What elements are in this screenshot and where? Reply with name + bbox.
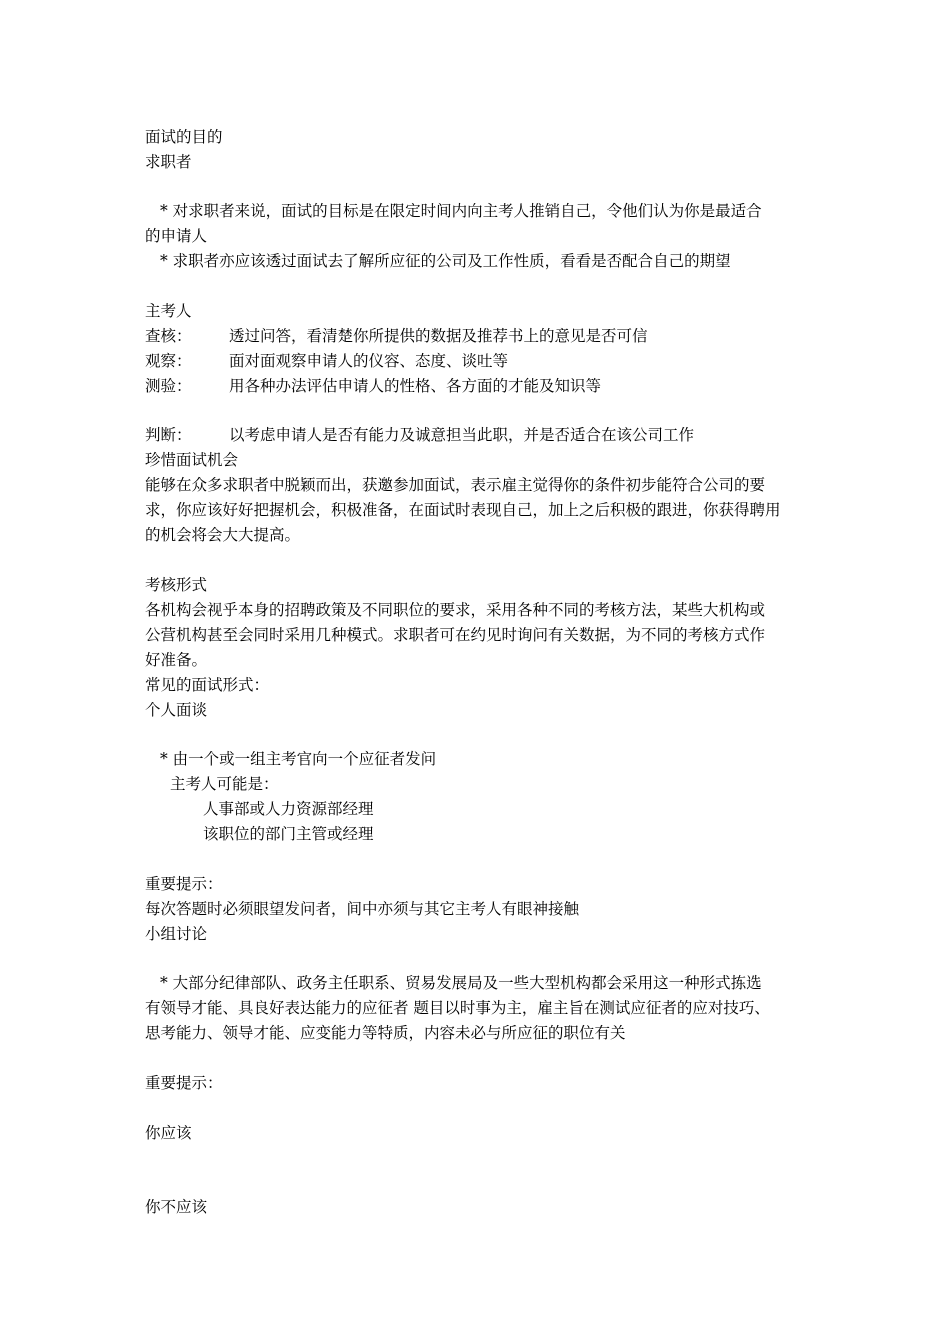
examiner-may-be-label: 主考人可能是： <box>170 775 279 793</box>
cherish-paragraph-line-1: 能够在众多求职者中脱颖而出，获邀参加面试，表示雇主觉得你的条件初步能符合公司的要 <box>145 476 766 494</box>
section-heading-common: 常见的面试形式： <box>145 676 270 694</box>
tip-text-1: 每次答题时必须眼望发问者，间中亦须与其它主考人有眼神接触 <box>145 900 580 918</box>
examiner-item-desc: 面对面观察申请人的仪容、态度、谈吐等 <box>229 352 509 370</box>
group-bullet-line-3: 思考能力、领导才能、应变能力等特质，内容未必与所应征的职位有关 <box>145 1024 626 1042</box>
individual-bullet-1: * 由一个或一组主考官向一个应征者发问 <box>160 750 437 768</box>
examiner-item-term: 查核： <box>145 327 192 345</box>
jobseeker-bullet-1-line-1: * 对求职者来说，面试的目标是在限定时间内向主考人推销自己，令他们认为你是最适合 <box>160 202 762 220</box>
tip-heading-2: 重要提示： <box>145 1074 223 1092</box>
examiner-option-2: 该职位的部门主管或经理 <box>203 825 374 843</box>
examiner-item <box>145 326 648 346</box>
cherish-paragraph-line-3: 的机会将会大大提高。 <box>145 526 301 544</box>
section-heading-jobseeker: 求职者 <box>145 153 192 171</box>
jobseeker-bullet-2: * 求职者亦应该透过面试去了解所应征的公司及工作性质，看看是否配合自己的期望 <box>160 252 731 270</box>
should-not-heading: 你不应该 <box>145 1198 208 1216</box>
examiner-item-term: 测验： <box>145 377 192 395</box>
tip-heading-1: 重要提示： <box>145 875 223 893</box>
group-bullet-line-1: * 大部分纪律部队、政务主任职系、贸易发展局及一些大型机构都会采用这一种形式拣选 <box>160 974 762 992</box>
document-title: 面试的目的 <box>145 128 223 146</box>
section-heading-format: 考核形式 <box>145 576 208 594</box>
format-paragraph-line-3: 好准备。 <box>145 651 208 669</box>
format-paragraph-line-1: 各机构会视乎本身的招聘政策及不同职位的要求，采用各种不同的考核方法，某些大机构或 <box>145 601 766 619</box>
examiner-item-term: 判断： <box>145 426 192 444</box>
cherish-paragraph-line-2: 求，你应该好好把握机会，积极准备，在面试时表现自己，加上之后积极的跟进，你获得聘用 <box>145 501 781 519</box>
examiner-item-desc: 用各种办法评估申请人的性格、各方面的才能及知识等 <box>229 377 602 395</box>
examiner-item <box>145 425 694 445</box>
examiner-item <box>145 351 508 371</box>
section-heading-individual: 个人面谈 <box>145 701 208 719</box>
examiner-item-desc: 透过问答，看清楚你所提供的数据及推荐书上的意见是否可信 <box>229 327 648 345</box>
format-paragraph-line-2: 公营机构甚至会同时采用几种模式。求职者可在约见时询问有关数据，为不同的考核方式作 <box>145 626 766 644</box>
examiner-item <box>145 376 601 396</box>
examiner-item-desc: 以考虑申请人是否有能力及诚意担当此职，并是否适合在该公司工作 <box>229 426 695 444</box>
section-heading-cherish: 珍惜面试机会 <box>145 451 239 469</box>
section-heading-group: 小组讨论 <box>145 925 208 943</box>
examiner-option-1: 人事部或人力资源部经理 <box>203 800 374 818</box>
should-heading: 你应该 <box>145 1124 192 1142</box>
group-bullet-line-2: 有领导才能、具良好表达能力的应征者 题目以时事为主，雇主旨在测试应征者的应对技巧、 <box>145 999 770 1017</box>
section-heading-examiner: 主考人 <box>145 302 192 320</box>
jobseeker-bullet-1-line-2: 的申请人 <box>145 227 208 245</box>
examiner-item-term: 观察： <box>145 352 192 370</box>
